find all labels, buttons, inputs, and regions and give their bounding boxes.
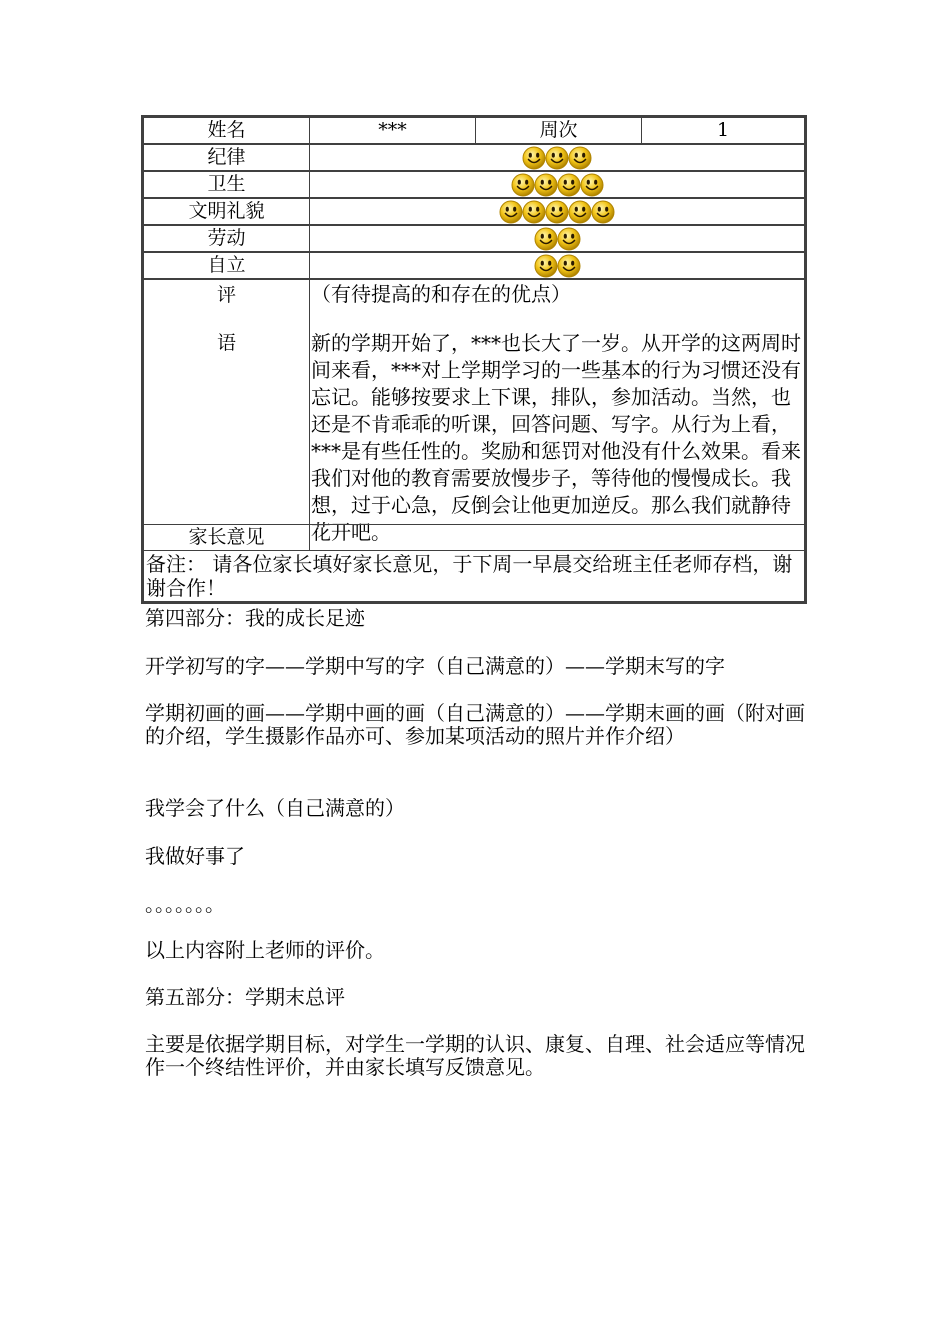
parent-opinion-label-cell xyxy=(143,524,310,551)
row-rating-cell xyxy=(309,198,805,225)
evaluation-table xyxy=(141,115,807,604)
section4-drawings: 学期初画的画——学期中画的画（自己满意的）——学期末画的画（附对画的介绍，学生摄影作品亦可、参加某项活动的照片并作介绍） xyxy=(145,701,805,748)
week-value: 1 xyxy=(716,119,730,141)
section4-dots: 。。。。。。。 xyxy=(145,892,225,916)
smiley-face-icon xyxy=(534,173,558,197)
smiley-face-icon xyxy=(545,146,569,170)
row-rating-cell xyxy=(309,144,805,171)
smiley-rating xyxy=(310,172,804,197)
smiley-rating xyxy=(310,253,804,278)
section4-handwriting: 开学初写的字——学期中写的字（自己满意的）——学期末写的字 xyxy=(145,654,725,678)
smiley-rating xyxy=(310,226,804,251)
smiley-rating xyxy=(310,199,804,224)
name-value: *** xyxy=(378,119,407,141)
name-value-cell xyxy=(309,117,476,144)
row-label-courtesy: 文明礼貌 xyxy=(188,200,265,222)
name-label: 姓名 xyxy=(207,119,246,141)
section5-title: 第五部分：学期末总评 xyxy=(145,985,345,1009)
row-label-cell xyxy=(143,225,310,252)
row-label-independence: 自立 xyxy=(207,254,246,276)
smiley-face-icon xyxy=(522,200,546,224)
smiley-face-icon xyxy=(557,254,581,278)
comment-label-top: 评 xyxy=(216,284,236,306)
smiley-face-icon xyxy=(534,227,558,251)
row-label-cell xyxy=(143,198,310,225)
row-label-cell xyxy=(143,171,310,198)
row-label-cell xyxy=(143,252,310,279)
section4-title: 第四部分：我的成长足迹 xyxy=(145,606,365,630)
smiley-face-icon xyxy=(545,200,569,224)
smiley-face-icon xyxy=(511,173,535,197)
smiley-face-icon xyxy=(557,173,581,197)
note-text: 备注： 请各位家长填好家长意见，于下周一早晨交给班主任老师存档，谢谢合作！ xyxy=(146,552,793,600)
row-label-labor: 劳动 xyxy=(207,227,246,249)
comment-cell xyxy=(309,279,805,544)
note-cell xyxy=(143,550,805,602)
section5-summary: 主要是依据学期目标，对学生一学期的认识、康复、自理、社会适应等情况作一个终结性评价，并由家长填写反馈意见。 xyxy=(145,1032,805,1079)
section4-learned: 我学会了什么（自己满意的） xyxy=(145,796,405,820)
row-label-hygiene: 卫生 xyxy=(207,173,246,195)
comment-label-bottom: 语 xyxy=(216,332,236,354)
smiley-face-icon xyxy=(591,200,615,224)
smiley-face-icon xyxy=(568,146,592,170)
row-label-cell xyxy=(143,144,310,171)
parent-opinion-cell xyxy=(309,524,805,551)
row-rating-cell xyxy=(309,171,805,198)
comment-text: 新的学期开始了，***也长大了一岁。从开学的这两周时间来看，***对上学期学习的一些基本的行为习惯还没有忘记。能够按要求上下课，排队，参加活动。当然，也还是不肯乖乖的听课，回答问题、写字。从行为上看，***是有些任性的。奖励和惩罚对他没有什么效果。看来我们对他的教育需要放慢步子，等待他的慢慢成长。我想，过于心急，反倒会让他更加逆反。那么我们就静待花开吧。 xyxy=(311,331,801,544)
section4-teacher-note: 以上内容附上老师的评价。 xyxy=(145,938,385,962)
comment-hint: （有待提高的和存在的优点） xyxy=(311,282,571,306)
smiley-face-icon xyxy=(568,200,592,224)
week-label: 周次 xyxy=(539,119,578,141)
smiley-face-icon xyxy=(522,146,546,170)
section4-good-deeds: 我做好事了 xyxy=(145,844,245,868)
row-rating-cell xyxy=(309,225,805,252)
smiley-face-icon xyxy=(499,200,523,224)
week-value-cell xyxy=(641,117,805,144)
row-label-discipline: 纪律 xyxy=(207,146,246,168)
parent-opinion-label: 家长意见 xyxy=(188,526,265,548)
smiley-face-icon xyxy=(557,227,581,251)
comment-label-cell xyxy=(143,279,310,525)
smiley-face-icon xyxy=(580,173,604,197)
row-rating-cell xyxy=(309,252,805,279)
smiley-face-icon xyxy=(534,254,558,278)
smiley-rating xyxy=(310,145,804,170)
name-label-cell xyxy=(143,117,310,144)
week-label-cell xyxy=(475,117,642,144)
